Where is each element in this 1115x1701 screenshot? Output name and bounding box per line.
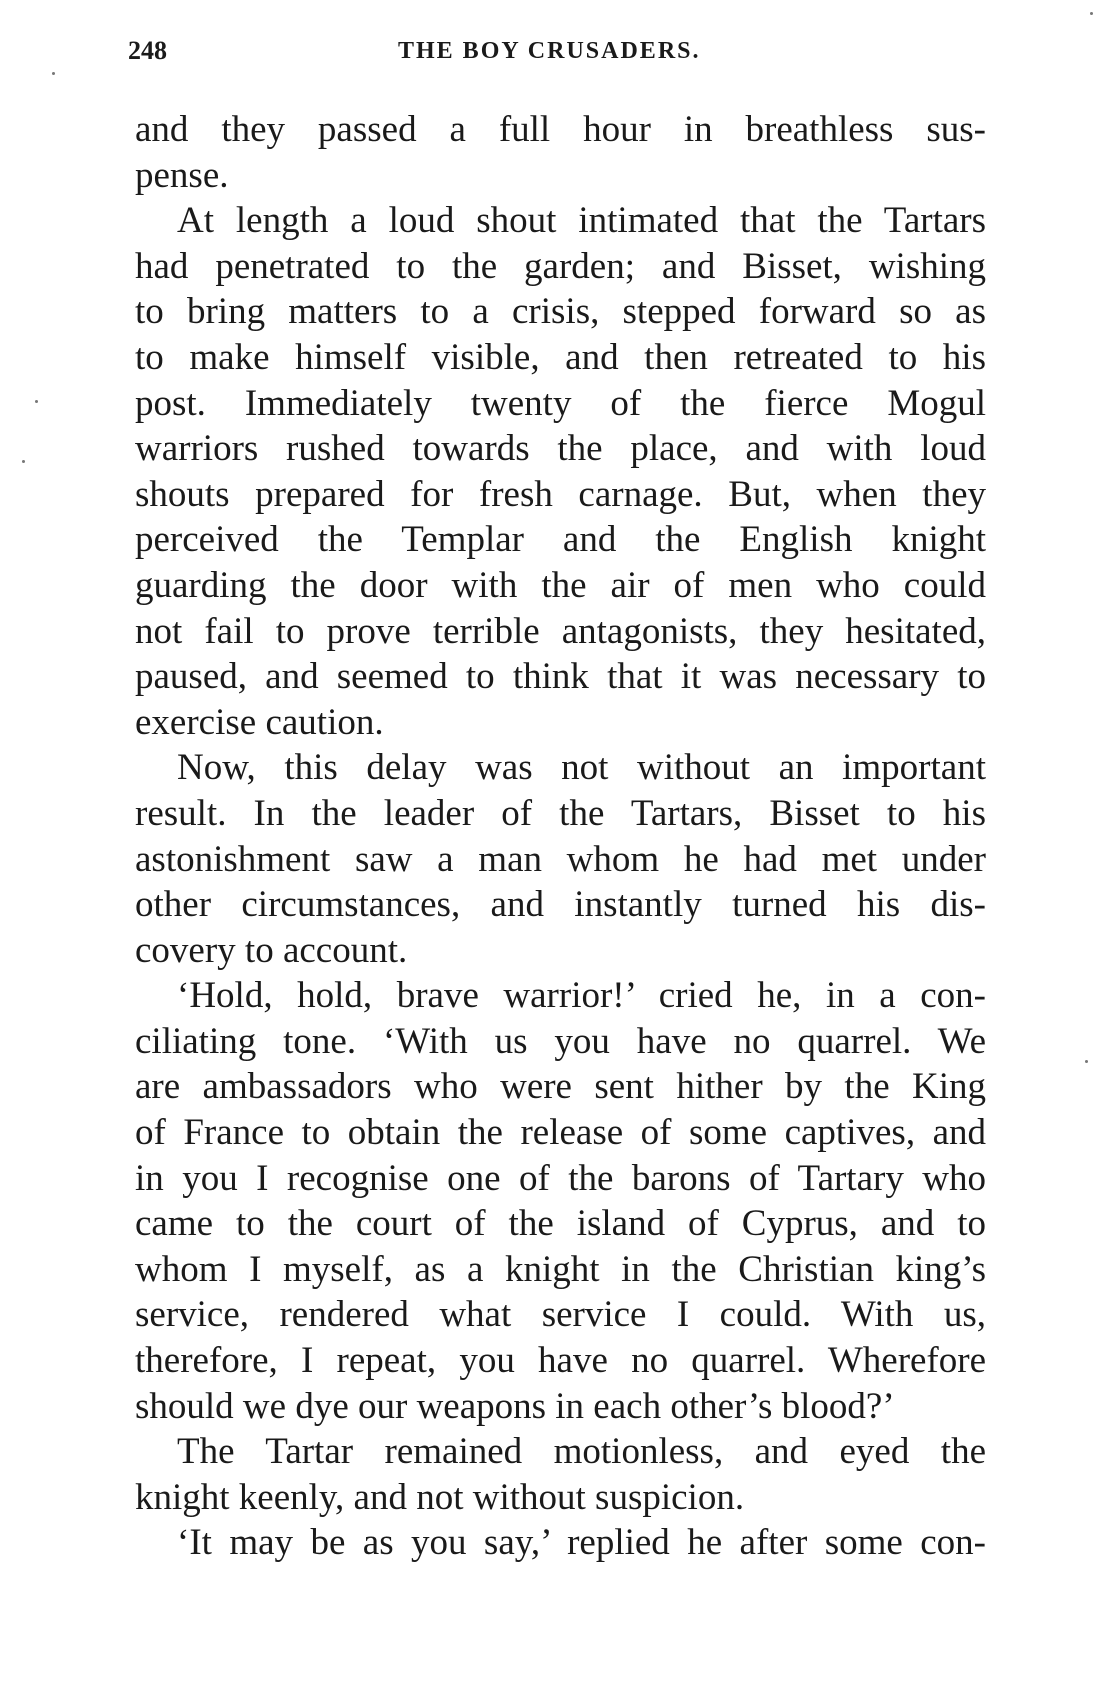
text-line: ‘Hold, hold, brave warrior!’ cried he, in a con-: [177, 975, 986, 1017]
text-line: shouts prepared for fresh carnage. But, when they: [135, 473, 986, 515]
body-text: [135, 107, 986, 1566]
text-line: whom I myself, as a knight in the Christian king’s: [135, 1248, 986, 1290]
text-line: ‘It may be as you say,’ replied he after some con-: [177, 1522, 986, 1564]
scan-speck: [1090, 12, 1093, 15]
text-line: pense.: [135, 154, 229, 196]
text-line: guarding the door with the air of men who could: [135, 564, 986, 606]
text-line: in you I recognise one of the barons of Tartary who: [135, 1157, 986, 1199]
text-line: perceived the Templar and the English knight: [135, 519, 986, 561]
scan-speck: [52, 72, 55, 75]
text-line: exercise caution.: [135, 701, 384, 743]
text-line: not fail to prove terrible antagonists, they hesitated,: [135, 610, 986, 652]
scan-speck: [35, 400, 38, 403]
text-line: result. In the leader of the Tartars, Bisset to his: [135, 792, 986, 834]
text-line: to make himself visible, and then retreated to his: [135, 336, 986, 378]
text-line: warriors rushed towards the place, and with loud: [135, 428, 986, 470]
running-title: THE BOY CRUSADERS.: [398, 38, 701, 64]
text-line: therefore, I repeat, you have no quarrel. Wherefore: [135, 1340, 986, 1382]
text-line: The Tartar remained motionless, and eyed the: [177, 1431, 986, 1473]
text-line: service, rendered what service I could. With us,: [135, 1294, 986, 1336]
text-line: should we dye our weapons in each other’s blood?’: [135, 1385, 895, 1427]
text-line: are ambassadors who were sent hither by the King: [135, 1066, 986, 1108]
text-line: post. Immediately twenty of the fierce Mogul: [135, 382, 986, 424]
text-line: of France to obtain the release of some captives, and: [135, 1112, 986, 1154]
text-line: and they passed a full hour in breathless sus-: [135, 109, 986, 150]
text-line: other circumstances, and instantly turned his dis-: [135, 884, 986, 926]
text-line: astonishment saw a man whom he had met under: [135, 838, 986, 880]
text-line: covery to account.: [135, 929, 408, 971]
text-line: knight keenly, and not without suspicion.: [135, 1476, 745, 1518]
page-number: 248: [128, 36, 167, 65]
text-line: had penetrated to the garden; and Bisset, wishing: [135, 245, 986, 287]
scan-speck: [22, 460, 25, 463]
text-line: ciliating tone. ‘With us you have no quarrel. We: [135, 1020, 986, 1062]
text-line: At length a loud shout intimated that the Tartars: [177, 200, 986, 242]
text-line: Now, this delay was not without an important: [177, 747, 986, 789]
scan-speck: [1085, 1060, 1088, 1063]
running-head: [128, 36, 978, 76]
text-line: paused, and seemed to think that it was necessary to: [135, 656, 986, 698]
text-line: came to the court of the island of Cyprus, and to: [135, 1203, 986, 1245]
text-line: to bring matters to a crisis, stepped forward so as: [135, 291, 986, 333]
